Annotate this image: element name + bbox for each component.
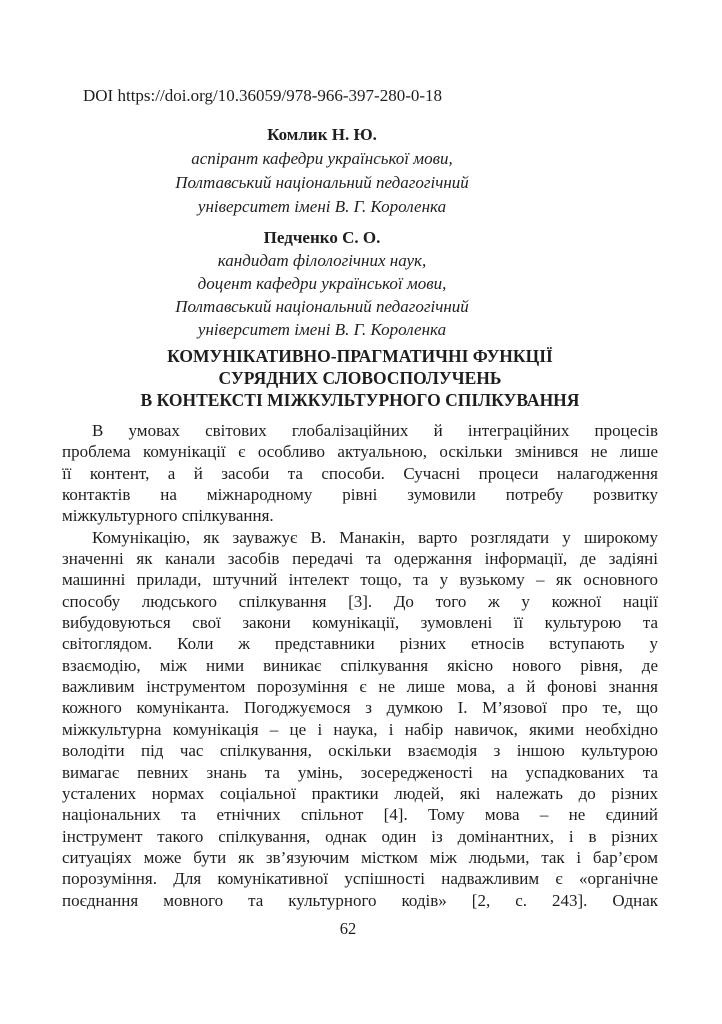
body-line: вимагає певних знань та умінь, зосередженості на успадкованих та	[62, 762, 658, 782]
author-name: Комлик Н. Ю.	[267, 125, 377, 144]
affiliation-line: доцент кафедри української мови,	[197, 274, 447, 293]
body-line: взаємодію, між ними виникає спілкування якісно нового рівня, де	[62, 655, 658, 675]
body-line: поєднання мовного та культурного кодів» [2, с. 243]. Однак	[62, 890, 658, 910]
affiliation-line: університет імені В. Г. Короленка	[197, 197, 447, 216]
body-line: машинні прилади, штучний інтелект тощо, та у вузькому – як основного	[62, 570, 658, 590]
affiliation-line: університет імені В. Г. Короленка	[197, 320, 447, 339]
body-line: вибудовуються свої закони комунікації, зумовлені її культурою та	[62, 613, 658, 633]
author-block-1	[62, 123, 582, 219]
page-content	[62, 0, 658, 911]
body-line: порозуміння. Для комунікативної успішності надважливим є «органічне	[62, 869, 658, 889]
affiliation-line: Полтавський національний педагогічний	[175, 297, 469, 316]
body-line: важливим інструментом порозуміння є не лише мова, а й фонові знання	[62, 677, 658, 697]
body-line: кожного комуніканта. Погоджуємося з думкою І. М’язової про те, що	[62, 698, 658, 718]
title-line: В КОНТЕКСТІ МІЖКУЛЬТУРНОГО СПІЛКУВАННЯ	[140, 390, 580, 410]
body-line: національних та етнічних спільнот [4]. Тому мова – не єдиний	[62, 805, 658, 825]
body-line: міжкультурного спілкування.	[62, 506, 274, 526]
author-block-2	[62, 226, 582, 341]
author-name: Педченко С. О.	[263, 228, 381, 247]
article-title	[62, 345, 658, 411]
body-line: світоглядом. Коли ж представники різних етносів вступають у	[62, 634, 658, 654]
body-line: її контент, а й засоби та способи. Сучасні процеси налагодження	[62, 463, 658, 483]
body-line: контактів на міжнародному рівні зумовили потребу розвитку	[62, 485, 658, 505]
body-line: проблема комунікації є особливо актуальною, оскільки змінився не лише	[62, 442, 658, 462]
title-line: СУРЯДНИХ СЛОВОСПОЛУЧЕНЬ	[218, 368, 502, 388]
body-line: В умовах світових глобалізаційних й інтеграційних процесів	[92, 421, 658, 440]
affiliation-line: Полтавський національний педагогічний	[175, 173, 469, 192]
body-line: значенні як канали засобів передачі та одержання інформації, де задіяні	[62, 549, 658, 569]
affiliation-line: аспірант кафедри української мови,	[191, 149, 453, 168]
body-line: усталених нормах соціальної практики людей, які належать до різних	[62, 783, 658, 803]
title-line: КОМУНІКАТИВНО-ПРАГМАТИЧНІ ФУНКЦІЇ	[167, 346, 553, 366]
body-line: інструмент такого спілкування, однак один із домінантних, і в різних	[62, 826, 658, 846]
page-number: 62	[339, 919, 357, 938]
body-line: ситуаціях може бути як зв’язуючим містком між людьми, так і бар’єром	[62, 847, 658, 867]
body-line: Комунікацію, як зауважує В. Манакін, варто розглядати у широкому	[92, 527, 658, 547]
body-text	[62, 420, 658, 911]
paragraph	[62, 420, 658, 527]
body-line: способу людського спілкування [3]. До того ж у кожної нації	[62, 591, 658, 611]
doi-line: DOI https://doi.org/10.36059/978-966-397-280-0-18	[83, 86, 443, 105]
affiliation-line: кандидат філологічних наук,	[217, 251, 427, 270]
body-line: володіти під час спілкування, оскільки взаємодія з іншою культурою	[62, 741, 658, 761]
paragraph	[62, 527, 658, 911]
body-line: міжкультурна комунікація – це і наука, і набір навичок, якими необхідно	[62, 719, 658, 739]
